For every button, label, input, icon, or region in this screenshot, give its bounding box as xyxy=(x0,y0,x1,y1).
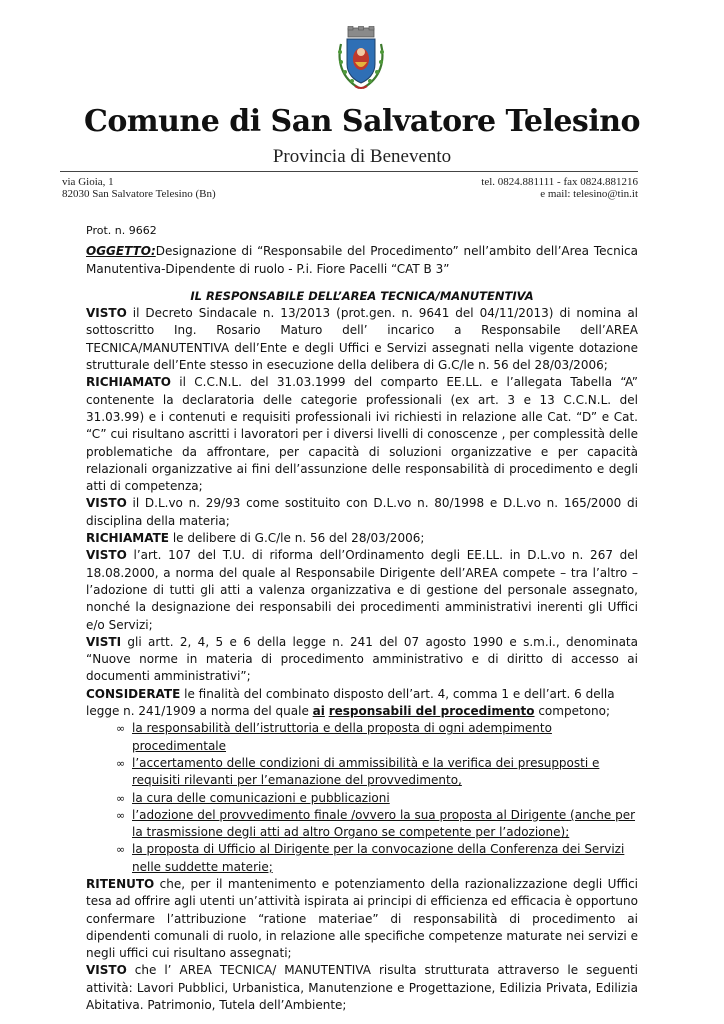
paragraph-visto-dlvo: VISTO il D.L.vo n. 29/93 come sostituito con D.L.vo n. 80/1998 e D.L.vo n. 165/2000 di disciplina della materia; xyxy=(86,496,638,528)
address-city: 82030 San Salvatore Telesino (Bn) xyxy=(62,188,216,200)
municipal-crest-icon xyxy=(335,26,387,92)
paragraph-visto-decreto: VISTO il Decreto Sindacale n. 13/2013 (prot.gen. n. 9641 del 04/11/2013) di nomina al sottoscritto Ing. Rosario Maturo dell’ incarico a Responsabile dell’AREA TECNICA/MANUTENTIVA dell’Ente e degli Uffici e Servizi assegnati nella vigente dotazione strutturale dell’Ente stesso in esecuzione della delibera di G.C/le n. 56 del 28/03/2006; xyxy=(86,306,638,373)
bullet-icon: ∞ xyxy=(116,722,126,736)
section-heading: IL RESPONSABILE DELL’AREA TECNICA/MANUTENTIVA xyxy=(190,288,534,303)
paragraph-visto-area: VISTO che l’ AREA TECNICA/ MANUTENTIVA risulta strutturata attraverso le seguenti attività: Lavori Pubblici, Urbanistica, Manutenzione e Progettazione, Edilizia Privata, Edilizia Abitativa. Patrimonio, Tutela dell’Ambiente; xyxy=(86,963,638,1013)
list-item: ∞ la responsabilità dell’istruttoria e della proposta di ogni adempimento procedimentale xyxy=(116,721,552,753)
municipality-name: Comune di San Salvatore Telesino xyxy=(83,104,641,139)
list-item: ∞ l’adozione del provvedimento finale /ovvero la sua proposta al Dirigente (anche per la trasmissione degli atti ad altro Organo se competente per l’adozione); xyxy=(116,807,636,840)
list-item: ∞ la cura delle comunicazioni e pubblicazioni xyxy=(116,790,638,807)
paragraph-visti-legge241: VISTI gli artt. 2, 4, 5 e 6 della legge n. 241 del 07 agosto 1990 e s.m.i., denominata “Nuove norme in materia di procedimento amministrativo e di diritto di accesso ai documenti amministrativi”; xyxy=(86,634,638,684)
duties-list xyxy=(86,720,638,876)
paragraph-considerate: CONSIDERATE le finalità del combinato disposto dell’art. 4, comma 1 e dell’art. 6 della legge n. 241/1909 a norma del quale ai responsabili del procedimento competono; xyxy=(86,686,615,719)
address-street: via Gioia, 1 xyxy=(62,176,114,188)
contact-block xyxy=(481,176,638,200)
list-item: ∞ l’accertamento delle condizioni di ammissibilità e la verifica dei presupposti e requisiti rilevanti per l’emanazione del provvedimento, xyxy=(116,755,600,788)
bullet-icon: ∞ xyxy=(116,843,126,857)
contact-email: e mail: telesino@tin.it xyxy=(540,188,638,200)
contact-phone-fax: tel. 0824.881111 - fax 0824.881216 xyxy=(481,176,638,188)
header-divider xyxy=(60,171,638,172)
paragraph-visto-art107: VISTO l’art. 107 del T.U. di riforma dell’Ordinamento degli EE.LL. in D.L.vo n. 267 del 18.08.2000, a norma del quale al Responsabile Dirigente dell’AREA compete – tra l’altro – l’adozione di tutti gli atti a valenza organizzativa e di gestione del personale assegnato, nonché la designazione dei responsabili dei procedimenti amministrativi inerenti gli Uffici e/o Servizi; xyxy=(86,548,638,632)
subject-text: Designazione di “Responsabile del Procedimento” nell’ambito dell’Area Tecnica Manutentiva-Dipendente di ruolo - P.i. Fiore Pacelli “CAT B 3” xyxy=(86,244,638,276)
list-item: ∞ la proposta di Ufficio al Dirigente per la convocazione della Conferenza dei Servizi nelle suddette materie; xyxy=(116,842,625,874)
bullet-icon: ∞ xyxy=(116,808,126,822)
bullet-icon: ∞ xyxy=(116,791,126,805)
document-body xyxy=(86,222,638,1014)
subject-label: OGGETTO: xyxy=(86,244,156,259)
province-name: Provincia di Benevento xyxy=(272,146,452,167)
paragraph-richiamato-ccnl: RICHIAMATO il C.C.N.L. del 31.03.1999 del comparto EE.LL. e l’allegata Tabella “A” contenente la declaratoria delle categorie professionali (ex art. 3 e 13 C.C.N.L. del 31.03.99) e i contenuti e requisiti professionali ivi richiesti in relazione alle Cat. “D” e Cat. “C” cui risultano ascritti i lavoratori per i diversi livelli di conoscenze , per complessità delle problematiche da affrontare, per capacità di soluzioni organizzative e per capacità relazionali organizzative ai fini dell’assunzione delle responsabilità di procedimento e degli atti di competenza; xyxy=(86,375,638,494)
protocol-number: Prot. n. 9662 xyxy=(86,224,157,237)
paragraph-richiamate-delibere: RICHIAMATE le delibere di G.C/le n. 56 del 28/03/2006; xyxy=(86,531,425,546)
bullet-icon: ∞ xyxy=(116,756,126,770)
paragraph-ritenuto: RITENUTO che, per il mantenimento e potenziamento della razionalizzazione degli Uffici tesa ad offrire agli utenti un’attività ispirata ai principi di efficienza ed efficacia è opportuno confermare l’attribuzione “ratione materiae” di responsabilità di procedimento ai dipendenti comunali di ruolo, in relazione alle specifiche competenze maturate nei servizi e negli uffici cui risultano assegnati; xyxy=(86,876,638,961)
address-block xyxy=(62,176,216,200)
subject-paragraph xyxy=(86,243,638,278)
